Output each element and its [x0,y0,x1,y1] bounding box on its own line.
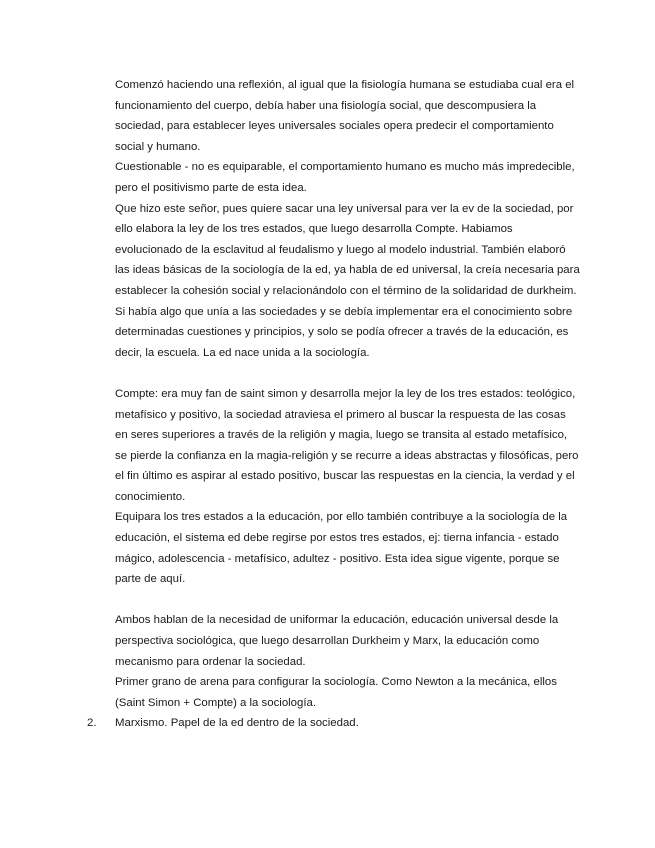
paragraph-fisiologia-social: Comenzó haciendo una reflexión, al igual que la fisiología humana se estudiaba cual era el funcionamiento del cuerpo, debía haber una fisiología social, que descompusiera la sociedad, para establecer leyes universales sociales opera predecir el comportamiento social y humano. [115,79,575,153]
paragraph-ambos: Ambos hablan de la necesidad de uniformar la educación, educación universal desde la perspectiva sociológica, que luego desarrollan Durkheim y Marx, la educación como mecanismo para ordenar la sociedad. [115,614,559,668]
list-item [87,713,580,734]
paragraph-cuestionable: Cuestionable - no es equiparable, el comportamiento humano es mucho más impredecible, pero el positivismo parte de esta idea. [115,161,575,194]
document-body [87,75,580,734]
paragraph-ley-tres-estados: Que hizo este señor, pues quiere sacar una ley universal para ver la ev de la sociedad, por ello elabora la ley de los tres estados, que luego desarrolla Compte. Habiamos evolucionado de la esclavitud al feudalismo y luego al modelo industrial. También elaboró las ideas básicas de la sociología de la ed, ya habla de ed universal, la creía necesaria para establecer la cohesión social y relacionándolo con el término de la solidaridad de durkheim. Si había algo que unía a las sociedades y se debía implementar era el conocimiento sobre determinadas cuestiones y principios, y solo se podía ofrecer a través de la educación, es decir, la escuela. La ed nace unida a la sociología. [115,202,580,359]
paragraph-spacer [115,363,580,384]
list-item-text: Marxismo. Papel de la ed dentro de la sociedad. [115,717,359,730]
paragraph-equipara: Equipara los tres estados a la educación, por ello también contribuye a la sociología de la educación, el sistema ed debe regirse por estos tres estados, ej: tierna infancia - estado mágico, adolescencia - metafísico, adultez - positivo. Esta idea sigue vigente, porque se parte de aquí. [115,511,568,586]
paragraph-primer-grano: Primer grano de arena para configurar la sociología. Como Newton a la mecánica, ellos (Saint Simon + Compte) a la sociología. [115,676,557,709]
list-number: 2. [87,717,97,730]
paragraph-spacer [115,590,580,611]
paragraph-compte: Compte: era muy fan de saint simon y desarrolla mejor la ley de los tres estados: teológico, metafísico y positivo, la sociedad atraviesa el primero al buscar la respuesta de las cosas en seres superiores a través de la religión y magia, luego se transita al estado metafísico, se pierde la confianza en la magia-religión y se recurre a ideas abstractas y filosóficas, pero el fin último es aspirar al estado positivo, buscar las respuestas en la ciencia, la verdad y el conocimiento. [115,387,579,503]
